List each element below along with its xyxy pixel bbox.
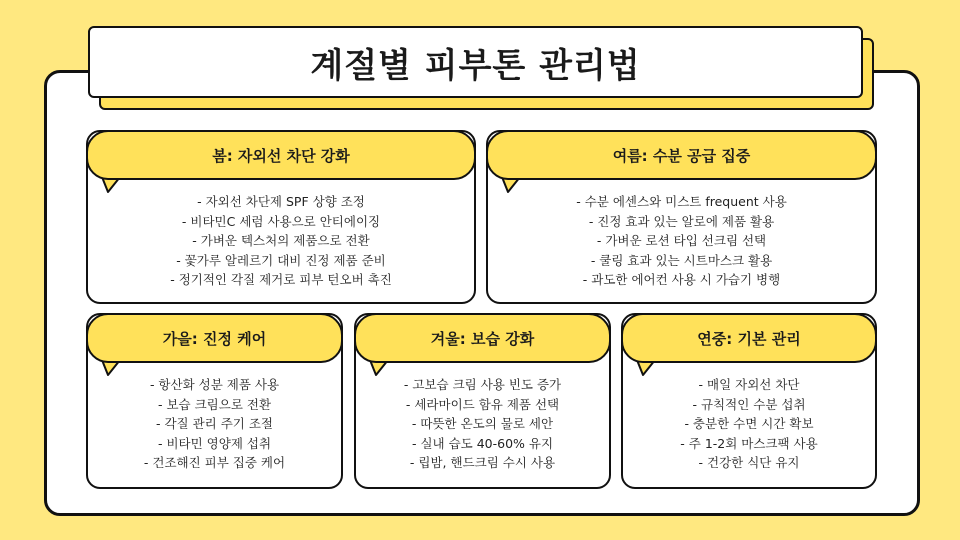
card-list bbox=[88, 192, 474, 290]
card-list bbox=[488, 192, 875, 290]
card-heading: 여름: 수분 공급 집중 bbox=[486, 130, 877, 180]
card-list bbox=[623, 375, 875, 473]
list-item: - 실내 습도 40-60% 유지 bbox=[411, 435, 554, 451]
page-title: 계절별 피부톤 관리법 bbox=[310, 45, 641, 86]
list-item: - 꽃가루 알레르기 대비 진정 제품 준비 bbox=[176, 252, 386, 268]
list-item: - 건조해진 피부 집중 케어 bbox=[143, 455, 286, 470]
card-spring bbox=[86, 130, 476, 304]
list-item: - 건강한 식단 유지 bbox=[698, 455, 800, 470]
card-autumn bbox=[86, 313, 343, 489]
list-item: - 가벼운 로션 타입 선크림 선택 bbox=[596, 233, 767, 248]
list-item: - 과도한 에어컨 사용 시 가습기 병행 bbox=[582, 272, 781, 287]
list-item: - 규칙적인 수분 섭취 bbox=[692, 396, 806, 412]
title-box bbox=[88, 26, 863, 98]
list-item: - 립밤, 핸드크림 수시 사용 bbox=[409, 455, 556, 470]
list-item: - 비타민C 세럼 사용으로 안티에이징 bbox=[181, 213, 381, 229]
list-item: - 세라마이드 함유 제품 선택 bbox=[405, 396, 560, 412]
card-heading: 겨울: 보습 강화 bbox=[354, 313, 611, 363]
list-item: - 진정 효과 있는 알로에 제품 활용 bbox=[588, 213, 775, 229]
list-item: - 충분한 수면 시간 확보 bbox=[684, 416, 814, 431]
list-item: - 수분 에센스와 미스트 frequent 사용 bbox=[576, 194, 787, 209]
list-item: - 보습 크림으로 전환 bbox=[157, 396, 272, 412]
card-winter bbox=[354, 313, 611, 489]
card-list bbox=[88, 375, 341, 473]
card-list bbox=[356, 375, 609, 473]
list-item: - 자외선 차단제 SPF 상향 조정 bbox=[197, 194, 365, 209]
card-heading: 봄: 자외선 차단 강화 bbox=[86, 130, 476, 180]
card-year-round bbox=[621, 313, 877, 489]
card-summer bbox=[486, 130, 877, 304]
list-item: - 항산화 성분 제품 사용 bbox=[149, 377, 280, 392]
list-item: - 따뜻한 온도의 물로 세안 bbox=[411, 416, 554, 431]
card-heading: 가을: 진정 케어 bbox=[86, 313, 343, 363]
list-item: - 고보습 크림 사용 빈도 증가 bbox=[403, 377, 562, 392]
list-item: - 쿨링 효과 있는 시트마스크 활용 bbox=[590, 252, 773, 268]
list-item: - 각질 관리 주기 조절 bbox=[155, 416, 273, 431]
list-item: - 정기적인 각질 제거로 피부 턴오버 촉진 bbox=[170, 272, 392, 287]
list-item: - 비타민 영양제 섭취 bbox=[157, 435, 272, 451]
list-item: - 가벼운 텍스처의 제품으로 전환 bbox=[192, 233, 370, 248]
list-item: - 매일 자외선 차단 bbox=[698, 377, 800, 392]
card-heading: 연중: 기본 관리 bbox=[621, 313, 877, 363]
list-item: - 주 1-2회 마스크팩 사용 bbox=[680, 435, 818, 451]
